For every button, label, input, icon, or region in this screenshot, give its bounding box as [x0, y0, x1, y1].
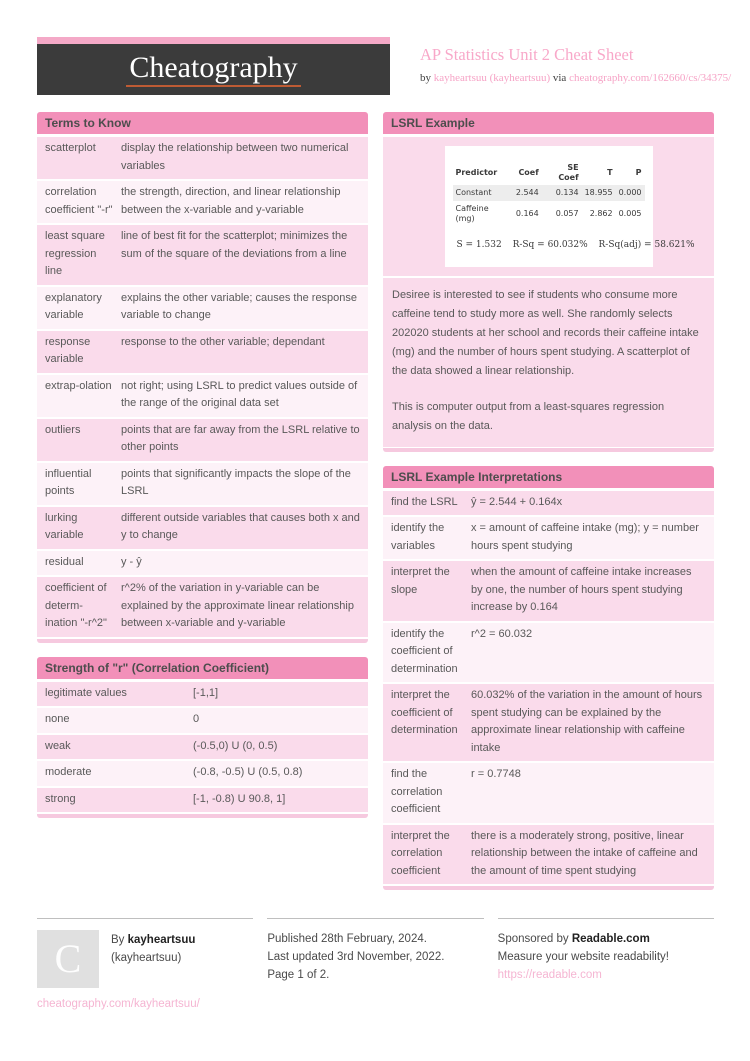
card-bottom-bar: [37, 639, 368, 643]
definition-cell: display the relationship between two numerical variables: [121, 142, 349, 172]
sponsor-name-link[interactable]: Readable.com: [571, 933, 650, 945]
data-cell: 2.862: [589, 209, 613, 218]
left-column: [37, 112, 368, 832]
via-label: via: [552, 72, 567, 84]
term-cell: strong: [45, 792, 76, 805]
content-columns: [37, 112, 714, 904]
author-name: kayheartsuu: [127, 934, 196, 946]
data-cell: 2.544: [515, 188, 539, 197]
column-header-cell: Coef: [518, 168, 539, 177]
cheatography-logo: [37, 37, 390, 95]
term-cell: find the correlation coefficient: [391, 768, 443, 815]
lsrl-example-card: [383, 112, 714, 452]
definition-cell: line of best fit for the scatterplot; minimizes the sum of the square of the deviations from a line: [121, 230, 348, 260]
term-cell: explanatory variable: [45, 291, 102, 321]
table-row: [37, 708, 368, 733]
section-title-terms: Terms to Know: [37, 112, 368, 134]
definition-cell: r^2 = 60.032: [471, 627, 533, 640]
term-cell: moderate: [45, 766, 92, 778]
definition-cell: [-1,1]: [193, 686, 219, 699]
footer-author-column: [37, 918, 253, 1013]
table-row: [453, 185, 645, 201]
footer-byline: [111, 931, 253, 988]
term-cell: find the LSRL: [391, 495, 458, 508]
definition-cell: explains the other variable; causes the response variable to change: [121, 291, 358, 321]
sponsored-by-label: Sponsored by: [497, 933, 569, 945]
table-row: [37, 577, 368, 637]
example-paragraph: Desiree is interested to see if students who consume more caffeine tend to study more as well. She randomly selects 202020 students at her school and records their caffeine intake (mg) and the number of hours spent studying. A scatterplot of the data showed a linear relationship.: [392, 288, 699, 377]
term-cell: extrap-olation: [45, 379, 112, 392]
table-row: [383, 763, 714, 823]
table-row: [383, 491, 714, 516]
definition-cell: r = 0.7748: [471, 768, 521, 780]
table-row: [37, 735, 368, 760]
terms-to-know-card: [37, 112, 368, 643]
definition-cell: points that are far away from the LSRL relative to other points: [121, 423, 360, 453]
r-sq-adj-value: R-Sq(adj) = 58.621%: [598, 240, 695, 250]
definition-cell: the strength, direction, and linear relationship between the x-variable and y-variable: [121, 186, 341, 216]
minitab-table: [453, 161, 645, 227]
table-row: [37, 181, 368, 223]
definition-cell: 0: [193, 713, 200, 725]
footer-meta-column: [267, 918, 483, 1013]
definition-cell: [-1, -0.8) U 90.8, 1]: [193, 792, 286, 805]
card-bottom-bar: [37, 814, 368, 818]
r-sq-value: R-Sq = 60.032%: [512, 240, 588, 250]
table-row: [383, 517, 714, 559]
data-cell: 0.005: [618, 209, 642, 218]
logo-text: Cheatography: [126, 52, 300, 87]
table-row: [37, 419, 368, 461]
table-row: [37, 331, 368, 373]
term-cell: response variable: [45, 335, 91, 365]
author-handle: (kayheartsuu): [111, 952, 182, 964]
logo-pink-bar: [37, 37, 390, 44]
profile-link[interactable]: cheatography.com/kayheartsuu/: [37, 998, 200, 1010]
sponsor-url-link[interactable]: https://readable.com: [497, 969, 602, 981]
table-row: [37, 375, 368, 417]
data-cell: 0.164: [515, 209, 539, 218]
page-number: Page 1 of 2.: [267, 969, 330, 981]
example-description: [383, 278, 714, 447]
table-row: [37, 287, 368, 329]
term-cell: residual: [45, 555, 84, 568]
term-cell: weak: [45, 739, 71, 752]
definition-cell: r^2% of the variation in y-variable can be explained by the approximate linear relationship between x-variable and y-variable: [121, 582, 354, 629]
masthead: [37, 37, 732, 95]
sponsor-line: [498, 930, 714, 948]
section-title-interpretations: LSRL Example Interpretations: [383, 466, 714, 488]
term-cell: identify the variables: [391, 522, 445, 552]
definition-cell: x = amount of caffeine intake (mg); y = number hours spent studying: [471, 522, 699, 552]
table-row: [37, 137, 368, 179]
column-header-cell: Predictor: [455, 168, 498, 177]
table-row: [37, 788, 368, 813]
page-title[interactable]: AP Statistics Unit 2 Cheat Sheet: [420, 45, 634, 64]
sponsor-tagline: Measure your website readability!: [497, 951, 669, 963]
table-row: [383, 684, 714, 761]
author-link[interactable]: kayheartsuu (kayheartsuu): [433, 72, 551, 84]
lsrl-interpretations-card: [383, 466, 714, 891]
table-row: [383, 623, 714, 683]
term-cell: influential points: [45, 467, 92, 497]
term-cell: coefficient of determ-ination "-r^2": [45, 582, 107, 629]
data-cell: Caffeine (mg): [455, 204, 489, 223]
minitab-summary: [453, 237, 695, 255]
footer: [37, 918, 714, 1013]
definition-cell: 60.032% of the variation in the amount of hours spent studying can be explained by the approximate linear relationship with caffeine intake: [471, 689, 703, 754]
definition-cell: y - ŷ: [121, 555, 142, 568]
minitab-output-box: [445, 146, 695, 267]
right-column: [383, 112, 714, 904]
definition-cell: not right; using LSRL to predict values outside of the range of the original data set: [121, 379, 358, 409]
by-label: By: [111, 934, 125, 946]
table-row: [383, 561, 714, 621]
card-bottom-bar: [383, 448, 714, 452]
term-cell: least square regression line: [45, 230, 105, 277]
definition-cell: (-0.8, -0.5) U (0.5, 0.8): [193, 766, 303, 778]
table-row: [37, 551, 368, 576]
table-row: [37, 682, 368, 707]
data-cell: Constant: [455, 188, 492, 197]
by-label: by: [420, 72, 431, 84]
example-paragraph: This is computer output from a least-squares regression analysis on the data.: [392, 400, 665, 432]
term-cell: interpret the coefficient of determination: [391, 689, 458, 736]
table-row: [37, 463, 368, 505]
term-cell: none: [45, 713, 70, 725]
section-title-strength: Strength of "r" (Correlation Coefficient): [37, 657, 368, 679]
logo-link[interactable]: [37, 44, 390, 95]
definition-cell: ŷ = 2.544 + 0.164x: [471, 495, 563, 508]
term-cell: interpret the slope: [391, 566, 450, 596]
data-cell: 0.134: [555, 188, 579, 197]
column-header-cell: T: [607, 168, 613, 177]
term-cell: lurking variable: [45, 511, 84, 541]
definition-cell: points that significantly impacts the slope of the LSRL: [121, 467, 351, 497]
masthead-title-block: [420, 37, 732, 84]
data-cell: 0.057: [555, 209, 579, 218]
definition-cell: when the amount of caffeine intake increases by one, the number of hours spent studying increase by 0.164: [471, 566, 692, 613]
section-title-lsrl-example: LSRL Example: [383, 112, 714, 134]
definition-cell: there is a moderately strong, positive, linear relationship between the intake of caffeine and the amount of time spent studying: [471, 829, 698, 877]
s-value: S = 1.532: [456, 240, 502, 250]
data-cell: 0.000: [618, 188, 642, 197]
table-row: [37, 225, 368, 285]
card-bottom-bar: [383, 886, 714, 890]
updated-text: Last updated 3rd November, 2022.: [267, 951, 445, 963]
definition-cell: different outside variables that causes both x and y to change: [121, 511, 360, 541]
footer-sponsor-column: [498, 918, 714, 1013]
regression-output-image: [383, 137, 714, 276]
term-cell: outliers: [45, 423, 81, 436]
table-row: [37, 507, 368, 549]
byline: [420, 72, 732, 84]
table-row: [37, 761, 368, 786]
definition-cell: response to the other variable; dependant: [121, 335, 325, 348]
term-cell: correlation coefficient "-r": [45, 186, 113, 216]
column-header-cell: P: [635, 168, 642, 177]
table-row: [383, 825, 714, 885]
term-cell: interpret the correlation coefficient: [391, 829, 450, 877]
data-cell: 18.955: [584, 188, 613, 197]
avatar[interactable]: [37, 930, 99, 988]
avatar-letter: C: [54, 936, 82, 981]
footer-author-block: [37, 930, 253, 988]
sheet-url-link[interactable]: cheatography.com/162660/cs/34375/: [569, 72, 732, 84]
term-cell: identify the coefficient of determination: [391, 627, 458, 675]
strength-of-r-card: [37, 657, 368, 819]
term-cell: scatterplot: [45, 142, 96, 154]
definition-cell: (-0.5,0) U (0, 0.5): [193, 739, 278, 752]
term-cell: legitimate values: [45, 686, 127, 699]
table-row: [453, 201, 645, 227]
column-header-cell: SE Coef: [558, 163, 579, 182]
published-text: Published 28th February, 2024.: [267, 933, 427, 945]
